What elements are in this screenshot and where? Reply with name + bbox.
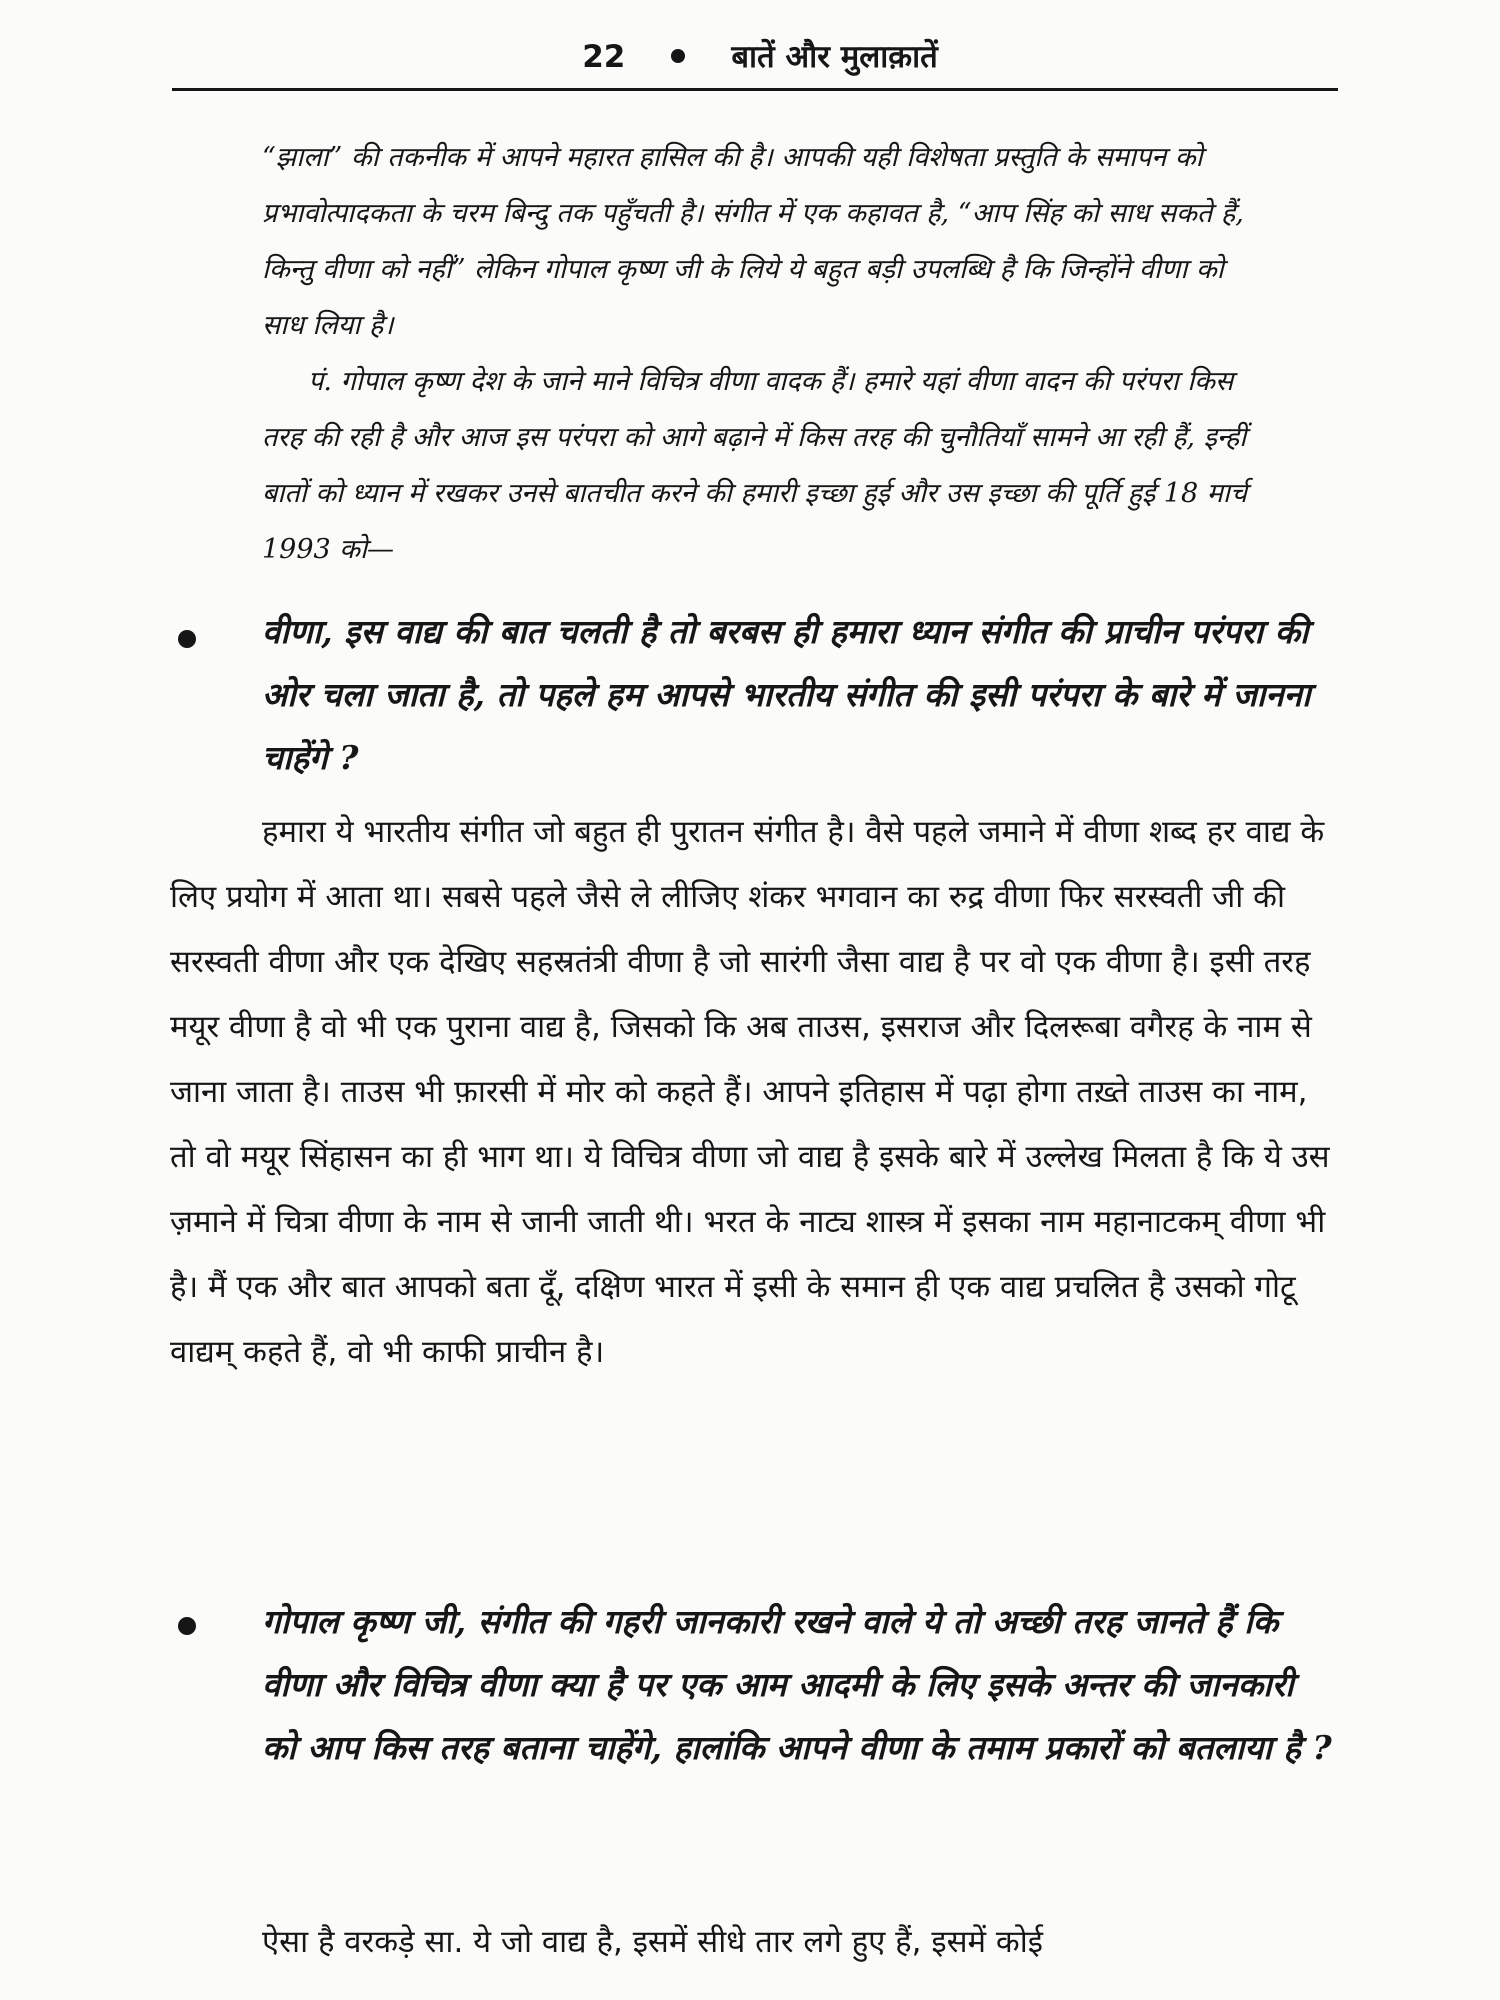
header-rule [172,88,1338,91]
page-number: 22 [582,39,626,75]
question-bullet-icon [178,1617,196,1635]
intro-paragraph-2: पं. गोपाल कृष्ण देश के जाने माने विचित्र वीणा वादक हैं। हमारे यहां वीणा वादन की परंपरा किस तरह की रही है और आज इस परंपरा को आगे बढ़ाने में किस तरह की चुनौतियाँ सामने आ रही हैं, इन्हीं बातों को ध्यान में रखकर उनसे बातचीत करने की हमारी इच्छा हुई और उस इच्छा की पूर्ति हुई 18 मार्च 1993 को— [262,366,1248,565]
question-1: वीणा, इस वाद्य की बात चलती है तो बरबस ही हमारा ध्यान संगीत की प्राचीन परंपरा की ओर चला जाता है, तो पहले हम आपसे भारतीय संगीत की इसी परंपरा के बारे में जानना चाहेंगे ? [262,612,1311,777]
answer-2: ऐसा है वरकड़े सा. ये जो वाद्य है, इसमें सीधे तार लगे हुए हैं, इसमें कोई [262,1924,1043,1960]
intro-paragraph-1: “झाला” की तकनीक में आपने महारत हासिल की है। आपकी यही विशेषता प्रस्तुति के समापन को प्रभावोत्पादकता के चरम बिन्दु तक पहुँचती है। संगीत में एक कहावत है, “आप सिंह को साध सकते हैं, किन्तु वीणा को नहीं” लेकिन गोपाल कृष्ण जी के लिये ये बहुत बड़ी उपलब्धि है कि जिन्होंने वीणा को साध लिया है। [262,142,1244,341]
page-header [170,28,1350,86]
question-bullet-icon [178,630,196,648]
header-bullet-icon [671,49,685,63]
introduction [262,130,1252,578]
running-title: बातें और मुलाक़ातें [731,39,938,75]
answer-1: हमारा ये भारतीय संगीत जो बहुत ही पुरातन संगीत है। वैसे पहले जमाने में वीणा शब्द हर वाद्य के लिए प्रयोग में आता था। सबसे पहले जैसे ले लीजिए शंकर भगवान का रुद्र वीणा फिर सरस्वती जी की सरस्वती वीणा और एक देखिए सहस्रतंत्री वीणा है जो सारंगी जैसा वाद्य है पर वो एक वीणा है। इसी तरह मयूर वीणा है वो भी एक पुराना वाद्य है, जिसको कि अब ताउस, इसराज और दिलरूबा वगैरह के नाम से जाना जाता है। ताउस भी फ़ारसी में मोर को कहते हैं। आपने इतिहास में पढ़ा होगा तख़्ते ताउस का नाम, तो वो मयूर सिंहासन का ही भाग था। ये विचित्र वीणा जो वाद्य है इसके बारे में उल्लेख मिलता है कि ये उस ज़माने में चित्रा वीणा के नाम से जानी जाती थी। भरत के नाट्य शास्त्र में इसका नाम महानाटकम् वीणा भी है। मैं एक और बात आपको बता दूँ, दक्षिण भारत में इसी के समान ही एक वाद्य प्रचलित है उसको गोटू वाद्यम् कहते हैं, वो भी काफी प्राचीन है। [170,814,1330,1370]
question-2: गोपाल कृष्ण जी, संगीत की गहरी जानकारी रखने वाले ये तो अच्छी तरह जानते हैं कि वीणा और विचित्र वीणा क्या है पर एक आम आदमी के लिए इसके अन्तर की जानकारी को आप किस तरह बताना चाहेंगे, हालांकि आपने वीणा के तमाम प्रकारों को बतलाया है ? [262,1602,1332,1767]
